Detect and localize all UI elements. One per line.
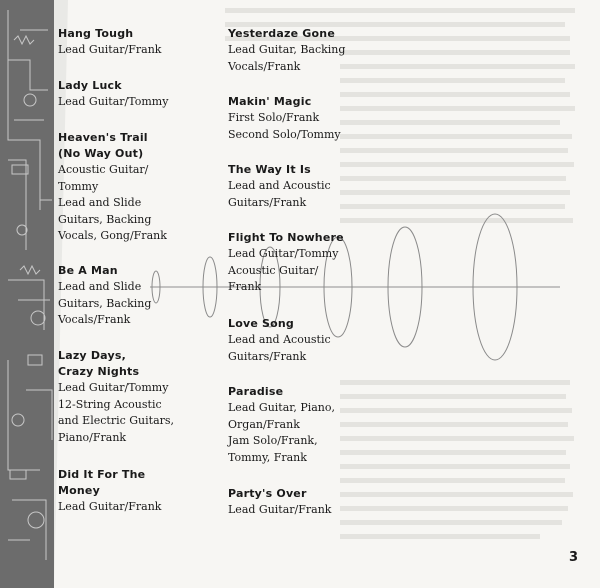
- track-title: [228, 384, 398, 400]
- track-title-line: Flight To Nowhere: [228, 231, 344, 244]
- track-credits: [58, 499, 228, 516]
- credit-line: Tommy: [58, 179, 99, 193]
- track-title: [228, 316, 398, 332]
- track-credits: [228, 42, 398, 75]
- track-credits: [228, 110, 398, 143]
- credit-line: Lead and Acoustic: [228, 333, 331, 346]
- track-title: [58, 130, 228, 162]
- credit-line: 12-String Acoustic: [58, 397, 162, 411]
- track-title-line: Did It For The: [58, 468, 146, 481]
- credit-line: Tommy, Frank: [228, 450, 307, 464]
- credit-line: Lead Guitar, Piano,: [228, 401, 336, 414]
- track-title: [228, 94, 398, 110]
- track-entry: [228, 26, 398, 75]
- track-title-line: Heaven's Trail: [58, 131, 148, 144]
- track-title-line: Love Song: [228, 317, 295, 330]
- credit-line: Lead Guitar, Backing: [228, 43, 346, 56]
- page-number: 3: [568, 550, 578, 565]
- credit-line: Vocals/Frank: [228, 59, 301, 73]
- track-entry: [58, 26, 228, 59]
- track-title: [58, 467, 228, 499]
- track-credits: [228, 178, 398, 211]
- track-title-line: Makin' Magic: [228, 95, 312, 108]
- track-title-line: Be A Man: [58, 264, 118, 277]
- track-title: [228, 162, 398, 178]
- track-entry: [58, 348, 228, 446]
- track-title: [228, 486, 398, 502]
- credit-line: Lead Guitar/Tommy: [58, 95, 169, 108]
- track-title-line: (No Way Out): [58, 147, 144, 160]
- track-entry: [228, 162, 398, 211]
- track-entry: [228, 230, 398, 296]
- track-title-line: Crazy Nights: [58, 365, 140, 378]
- track-credits: [228, 400, 398, 466]
- track-credits: [58, 94, 228, 111]
- track-entry: [228, 384, 398, 466]
- track-credits: [58, 380, 228, 446]
- track-title: [58, 78, 228, 94]
- credit-line: Vocals, Gong/Frank: [58, 229, 167, 242]
- track-title: [58, 26, 228, 42]
- track-title-line: Party's Over: [228, 487, 307, 500]
- track-title-line: Lazy Days,: [58, 349, 126, 362]
- track-entry: [58, 78, 228, 111]
- credit-line: Vocals/Frank: [58, 313, 131, 326]
- track-title: [228, 26, 398, 42]
- credit-line: Guitars/Frank: [228, 195, 307, 209]
- credit-line: Lead Guitar/Frank: [58, 43, 162, 56]
- track-title: [58, 348, 228, 380]
- track-entry: [228, 316, 398, 365]
- credit-line: Lead Guitar/Tommy: [228, 247, 339, 260]
- track-title-line: The Way It Is: [228, 163, 311, 176]
- credit-line: Piano/Frank: [58, 430, 127, 444]
- credit-line: Jam Solo/Frank,: [228, 434, 318, 447]
- track-entry: [228, 486, 398, 519]
- track-credits: [228, 332, 398, 365]
- track-entry: [58, 263, 228, 329]
- track-entry: [228, 94, 398, 143]
- credit-line: Guitars/Frank: [228, 349, 307, 363]
- credit-line: Guitars, Backing: [58, 296, 152, 310]
- credit-line: Acoustic Guitar/: [228, 263, 319, 277]
- credit-line: Lead and Slide: [58, 280, 142, 293]
- credit-line: Lead and Acoustic: [228, 179, 331, 192]
- track-credits: [58, 162, 228, 245]
- track-credits: [58, 279, 228, 329]
- credit-line: Second Solo/Tommy: [228, 127, 341, 141]
- track-title-line: Paradise: [228, 385, 284, 398]
- credit-line: Frank: [228, 280, 262, 293]
- track-title: [58, 263, 228, 279]
- credit-line: First Solo/Frank: [228, 111, 320, 124]
- credit-line: and Electric Guitars,: [58, 414, 175, 427]
- track-title-line: Yesterdaze Gone: [228, 27, 335, 40]
- track-credits: [58, 42, 228, 59]
- credit-line: Guitars, Backing: [58, 212, 152, 226]
- track-credits: [228, 246, 398, 296]
- credit-line: Organ/Frank: [228, 417, 300, 431]
- credit-line: Lead Guitar/Tommy: [58, 381, 169, 394]
- track-entry: [58, 130, 228, 245]
- track-entry: [58, 467, 228, 516]
- track-title-line: Lady Luck: [58, 79, 122, 92]
- track-title-line: Hang Tough: [58, 27, 134, 40]
- credit-line: Lead Guitar/Frank: [58, 500, 162, 513]
- credit-line: Acoustic Guitar/: [58, 163, 149, 176]
- track-title-line: Money: [58, 484, 100, 497]
- credit-line: Lead and Slide: [58, 196, 142, 209]
- credit-line: Lead Guitar/Frank: [228, 503, 332, 516]
- track-title: [228, 230, 398, 246]
- track-credits: [228, 502, 398, 519]
